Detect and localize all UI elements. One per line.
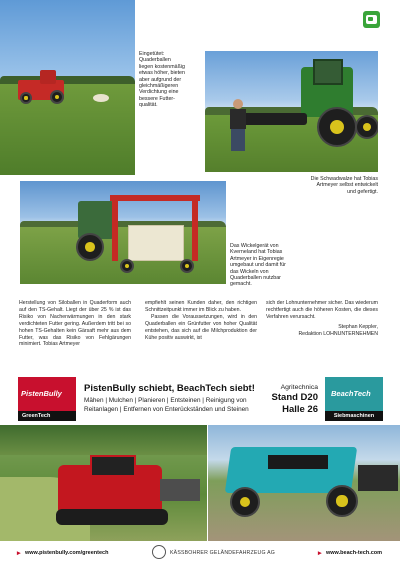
body-column-3	[266, 300, 378, 338]
beachtech-brand: BeachTech	[331, 389, 371, 398]
caption-wickelgeraet	[230, 243, 300, 288]
caption-line: gemacht.	[230, 281, 252, 288]
ad-photo-pistenbully	[0, 425, 207, 541]
caption-line: bessere Futter-	[139, 95, 175, 102]
page-badge-icon	[363, 11, 380, 28]
ad-event: Agritechnica	[280, 384, 318, 391]
caption-line: liegen kostenmäßig	[139, 63, 185, 70]
arrow-right-icon: ▸	[318, 550, 322, 557]
caption-line: das Wickeln von	[230, 268, 269, 275]
ad-services-line-1: Mähen | Mulchen | Planieren | Entsteinen | Reinigung von	[84, 397, 247, 404]
caption-line: Das Wickelgerät von	[230, 243, 279, 249]
body-column-1: Herstellung von Siloballen in Quaderform auch auf den TS-Gehalt. Liegt der über 25 % ist das Risiko von Nacherwärmungen in den stark verdichteten Futter gering. Außerdem tritt bei so hohen TS-Gehalten kein Gärsaft mehr aus dem Futter, was das Risiko von Fehlgärungen minimiert. Tobias Artmeyer	[19, 300, 131, 348]
ad-hall: Halle 26	[282, 404, 318, 415]
caption-line: Artmeyer selbst entwickelt	[316, 182, 378, 189]
caption-line: und gefertigt.	[347, 188, 378, 195]
greentech-label: GreenTech	[18, 411, 76, 421]
caption-line: Verdichtung eine	[139, 89, 179, 96]
caption-line: Eingetütet:	[139, 51, 165, 57]
caption-quaderballen	[139, 51, 201, 109]
ad-services-line-2: Reitanlagen | Entfernen von Enterückständen und Steinen	[84, 406, 249, 413]
body-paragraph: sich der Lohnunternehmer sicher. Das wiederum rechtfertigt auch die höheren Kosten, die dieses Verfahren verursacht.	[266, 300, 378, 320]
caption-line: etwas höher, bieten	[139, 70, 185, 77]
caption-line: Quaderballen	[139, 57, 171, 64]
body-column-2	[145, 300, 257, 341]
company-name: KÄSSBOHRER GELÄNDEFAHRZEUG AG	[170, 550, 275, 556]
editorial-credit: Redaktion LOHNUNTERNEHMEN	[298, 330, 378, 337]
advertisement-footer	[0, 541, 400, 565]
caption-line: gleichmäßigeren	[139, 83, 179, 90]
pistenbully-brand: PistenBully	[21, 389, 62, 398]
caption-line: Die Schwadwalze hat Tobias	[310, 176, 378, 182]
caption-line: qualität.	[139, 102, 158, 109]
pistenbully-url-link[interactable]: www.pistenbully.com/greentech	[25, 550, 109, 556]
photo-quaderballen	[0, 0, 135, 175]
caption-line: Kverneland hat Tobias	[230, 249, 283, 256]
beachtech-url-link[interactable]: www.beach-tech.com	[326, 550, 383, 556]
ad-photo-beachtech	[208, 425, 400, 541]
body-paragraph: empfiehlt seinen Kunden daher, den richtigen Schnittzeitpunkt immer im Blick zu haben.	[145, 300, 257, 313]
ad-stand: Stand D20	[271, 392, 318, 403]
photo-wickelgeraet	[20, 181, 226, 284]
body-paragraph: Passen die Voraussetzungen, wird in den Quaderballen ein Grünfutter von hoher Qualität entstehen, das sich auf die Milchproduktion der Kühe positiv auswirkt, ist	[145, 313, 257, 341]
author-name: Stephan Keppler,	[338, 323, 378, 330]
ad-headline: PistenBully schiebt, BeachTech siebt!	[84, 383, 255, 394]
beachtech-logo	[325, 377, 383, 421]
arrow-right-icon: ▸	[17, 550, 21, 557]
caption-line: umgebaut und damit für	[230, 262, 286, 269]
kaessbohrer-logo-icon	[152, 545, 166, 559]
pistenbully-logo	[18, 377, 76, 421]
siebmaschinen-label: Siebmaschinen	[325, 411, 383, 421]
caption-line: Quaderballen nutzbar	[230, 275, 281, 282]
caption-schwadwalze	[290, 176, 378, 195]
photo-schwadwalze	[205, 51, 378, 172]
caption-line: aber aufgrund der	[139, 76, 182, 83]
caption-line: Artmeyer in Eigenregie	[230, 255, 284, 262]
